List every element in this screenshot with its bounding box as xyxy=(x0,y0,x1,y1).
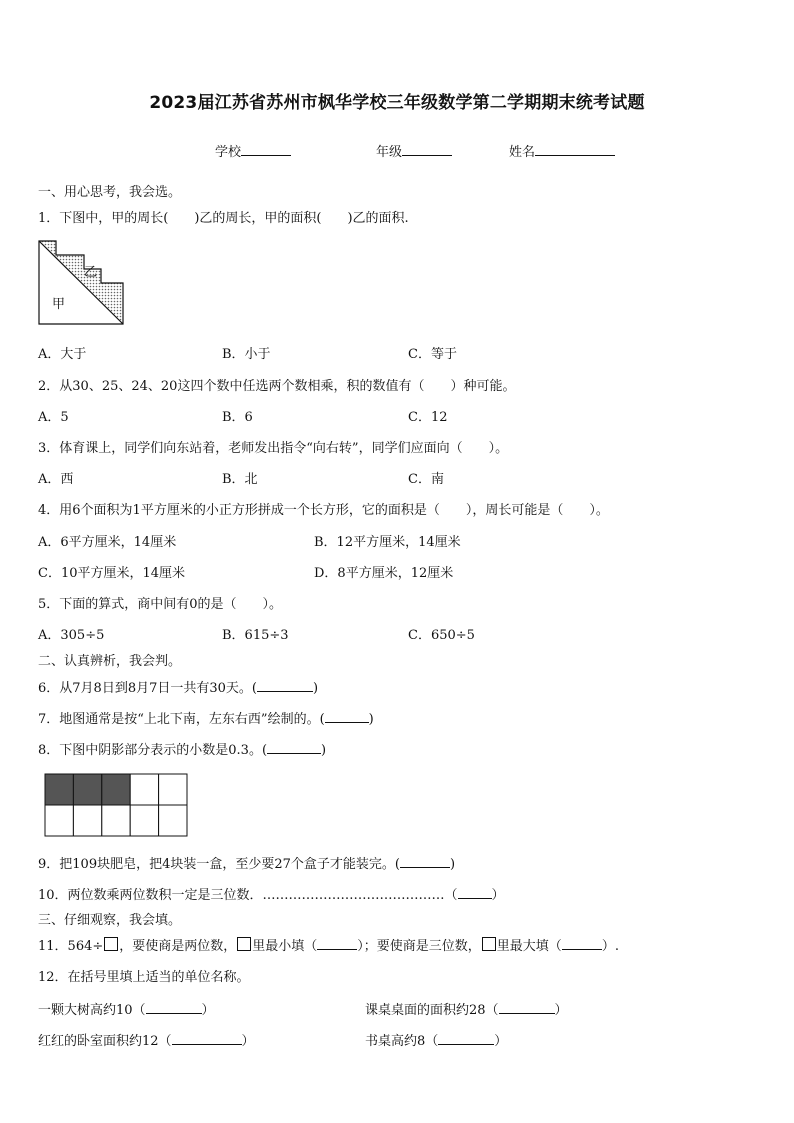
school-label: 学校 xyxy=(215,145,242,160)
q6-text: 6．从7月8日到8月7日一共有30天。( xyxy=(38,681,257,696)
q11-text-5: 里最大填（ xyxy=(496,939,562,954)
q4-option-c[interactable]: C．10平方厘米，14厘米 xyxy=(38,566,186,581)
grid-cell xyxy=(159,805,187,836)
q11 xyxy=(38,935,619,954)
grid-cell xyxy=(130,774,158,805)
q8-answer-blank[interactable] xyxy=(267,740,321,754)
name-field xyxy=(509,141,615,160)
q12-item-3-end: ） xyxy=(241,1034,255,1049)
q9-end: ) xyxy=(449,857,456,872)
q12-item-3-text: 红红的卧室面积约12（ xyxy=(38,1034,172,1049)
label-yi: 乙 xyxy=(84,265,98,280)
q2-option-a[interactable]: A．5 xyxy=(38,410,69,425)
q11-text-2: ，要使商是两位数， xyxy=(119,939,237,954)
q11-box-icon xyxy=(104,937,118,951)
q1-staircase-figure xyxy=(38,240,126,326)
grid-cell xyxy=(102,805,130,836)
q9 xyxy=(38,853,455,872)
grid-cell-shaded xyxy=(73,774,101,805)
q12-item-4-blank[interactable] xyxy=(438,1031,494,1045)
q5-option-b[interactable]: B．615÷3 xyxy=(222,628,289,643)
q3-text: 3．体育课上，同学们向东站着，老师发出指令“向右转”，同学们应面向（ ）。 xyxy=(38,441,509,456)
q12-item-2-end: ） xyxy=(554,1003,568,1018)
grade-blank[interactable] xyxy=(402,142,452,156)
grid-cell xyxy=(73,805,101,836)
q11-box-icon-3 xyxy=(482,937,496,951)
grade-label: 年级 xyxy=(376,145,403,160)
q5-option-a[interactable]: A．305÷5 xyxy=(38,628,105,643)
q10-text: 10．两位数乘两位数积一定是三位数．……………………………………（ xyxy=(38,888,458,903)
q12-item-1-end: ） xyxy=(201,1003,215,1018)
q6-end: ) xyxy=(312,681,319,696)
q11-text-6: ）. xyxy=(601,939,619,954)
q5-text: 5．下面的算式，商中间有0的是（ ）。 xyxy=(38,597,283,612)
q5-option-c[interactable]: C．650÷5 xyxy=(408,628,475,643)
q12-item-2-text: 课桌桌面的面积约28（ xyxy=(365,1003,499,1018)
q2-option-b[interactable]: B．6 xyxy=(222,410,253,425)
q2-option-c[interactable]: C．12 xyxy=(408,410,448,425)
q12-text: 12．在括号里填上适当的单位名称。 xyxy=(38,970,250,985)
grid-cell xyxy=(159,774,187,805)
q3-option-c[interactable]: C．南 xyxy=(408,472,444,487)
q10-end: ） xyxy=(491,888,505,903)
q8-grid-figure xyxy=(44,773,188,837)
name-label: 姓名 xyxy=(509,145,536,160)
q12-item-3-blank[interactable] xyxy=(172,1031,242,1045)
school-field xyxy=(215,141,291,160)
q12-item-4-end: ） xyxy=(494,1034,508,1049)
grid-cell xyxy=(45,805,73,836)
q6 xyxy=(38,677,318,696)
q11-answer-blank-2[interactable] xyxy=(562,936,602,950)
q10-answer-blank[interactable] xyxy=(458,885,492,899)
section-2-heading: 二、认真辨析，我会判。 xyxy=(38,654,182,669)
grid-cell-shaded xyxy=(102,774,130,805)
q1-option-a[interactable]: A．大于 xyxy=(38,347,87,362)
grid-cell xyxy=(130,805,158,836)
q2-text: 2．从30、25、24、20这四个数中任选两个数相乘，积的数值有（ ）种可能。 xyxy=(38,379,516,394)
grid-cell-shaded xyxy=(45,774,73,805)
grade-field xyxy=(376,141,452,160)
q1-text: 1．下图中，甲的周长( )乙的周长，甲的面积( )乙的面积. xyxy=(38,211,409,226)
q8-text: 8．下图中阴影部分表示的小数是0.3。( xyxy=(38,743,268,758)
q10 xyxy=(38,884,505,903)
label-jia: 甲 xyxy=(52,297,66,312)
q12-item-1-text: 一颗大树高约10（ xyxy=(38,1003,146,1018)
q8-end: ) xyxy=(321,743,327,758)
q3-option-b[interactable]: B．北 xyxy=(222,472,258,487)
q9-answer-blank[interactable] xyxy=(400,854,450,868)
q7-answer-blank[interactable] xyxy=(325,709,369,723)
q9-text: 9．把109块肥皂，把4块装一盒，至少要27个盒子才能装完。( xyxy=(38,857,400,872)
q11-text-3: 里最小填（ xyxy=(252,939,318,954)
q12-item-2 xyxy=(365,999,568,1018)
q7-text: 7．地图通常是按“上北下南，左东右西”绘制的。( xyxy=(38,712,325,727)
q12-item-4 xyxy=(365,1030,507,1049)
q11-text-4: ）；要使商是三位数， xyxy=(357,939,481,954)
q6-answer-blank[interactable] xyxy=(257,678,313,692)
q1-option-c[interactable]: C．等于 xyxy=(408,347,457,362)
q4-text: 4．用6个面积为1平方厘米的小正方形拼成一个长方形，它的面积是（ ），周长可能是（ ）。 xyxy=(38,503,609,518)
q4-option-a[interactable]: A．6平方厘米，14厘米 xyxy=(38,535,177,550)
q11-answer-blank-1[interactable] xyxy=(317,936,357,950)
q11-box-icon-2 xyxy=(237,937,251,951)
q1-option-b[interactable]: B．小于 xyxy=(222,347,271,362)
section-1-heading: 一、用心思考，我会选。 xyxy=(38,185,182,200)
q7 xyxy=(38,708,374,727)
q12-item-1 xyxy=(38,999,215,1018)
q12-item-1-blank[interactable] xyxy=(146,1000,202,1014)
q12-item-4-text: 书桌高约8（ xyxy=(365,1034,439,1049)
q4-option-b[interactable]: B．12平方厘米，14厘米 xyxy=(314,535,461,550)
q7-end: ) xyxy=(368,712,374,727)
page-title: 2023届江苏省苏州市枫华学校三年级数学第二学期期末统考试题 xyxy=(149,93,645,113)
q11-text-1: 11．564÷ xyxy=(38,939,104,954)
q12-item-3 xyxy=(38,1030,255,1049)
q3-option-a[interactable]: A．西 xyxy=(38,472,74,487)
name-blank[interactable] xyxy=(535,142,615,156)
school-blank[interactable] xyxy=(241,142,291,156)
q12-item-2-blank[interactable] xyxy=(499,1000,555,1014)
section-3-heading: 三、仔细观察，我会填。 xyxy=(38,913,182,928)
q8 xyxy=(38,739,326,758)
q4-option-d[interactable]: D．8平方厘米，12厘米 xyxy=(314,566,454,581)
